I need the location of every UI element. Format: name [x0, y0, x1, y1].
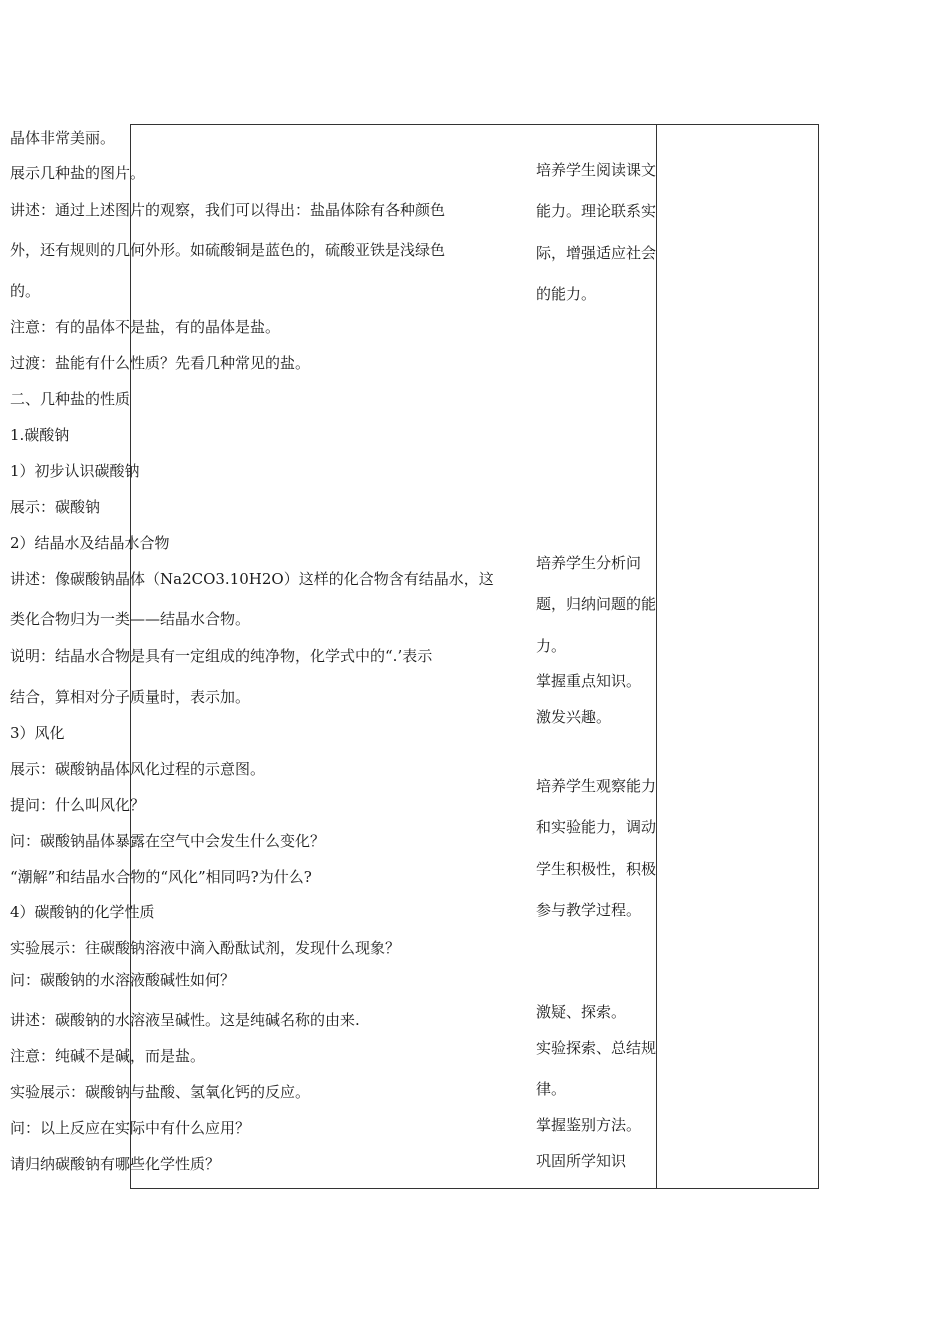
- content-line: 2）结晶水及结晶水合物: [10, 534, 170, 552]
- content-line: 说明：结晶水合物是具有一定组成的纯净物，化学式中的“.’表示: [10, 647, 433, 665]
- intent-line: 际，增强适应社会: [536, 244, 657, 262]
- intent-line: 实验探索、总结规: [536, 1039, 657, 1057]
- intent-line: 培养学生阅读课文: [536, 161, 657, 179]
- content-line: 问：碳酸钠晶体暴露在空气中会发生什么变化？: [10, 832, 326, 850]
- content-line: 实验展示：碳酸钠与盐酸、氢氧化钙的反应。: [10, 1083, 311, 1101]
- content-line: 展示几种盐的图片。: [10, 164, 146, 182]
- content-line: 外，还有规则的几何外形。如硫酸铜是蓝色的，硫酸亚铁是浅绿色: [10, 241, 446, 259]
- intent-line: 培养学生分析问: [536, 554, 642, 572]
- content-line: 1）初步认识碳酸钠: [10, 462, 140, 480]
- content-line: 展示：碳酸钠晶体风化过程的示意图。: [10, 760, 266, 778]
- content-line: 过渡：盐能有什么性质？先看几种常见的盐。: [10, 354, 311, 372]
- content-line: 1.碳酸钠: [10, 426, 70, 444]
- content-line: 类化合物归为一类——结晶水合物。: [10, 610, 251, 628]
- content-line: 实验展示：往碳酸钠溶液中滴入酚酞试剂，发现什么现象？: [10, 939, 401, 957]
- intent-line: 巩固所学知识: [536, 1152, 627, 1170]
- content-line: 二、几种盐的性质: [10, 390, 131, 408]
- column-divider: [656, 125, 657, 1188]
- intent-line: 的能力。: [536, 285, 597, 303]
- content-line: 请归纳碳酸钠有哪些化学性质？: [10, 1155, 221, 1173]
- intent-line: 律。: [536, 1080, 567, 1098]
- content-line: 的。: [10, 282, 41, 300]
- content-line: 讲述：通过上述图片的观察，我们可以得出：盐晶体除有各种颜色: [10, 201, 446, 219]
- intent-line: 题，归纳问题的能: [536, 595, 657, 613]
- content-line: 晶体非常美丽。: [10, 129, 116, 147]
- content-line: 4）碳酸钠的化学性质: [10, 903, 155, 921]
- intent-line: 激疑、探索。: [536, 1003, 627, 1021]
- content-line: 问：碳酸钠的水溶液酸碱性如何？: [10, 971, 236, 989]
- intent-line: 激发兴趣。: [536, 708, 612, 726]
- content-line: 注意：纯碱不是碱，而是盐。: [10, 1047, 206, 1065]
- intent-line: 掌握重点知识。: [536, 672, 642, 690]
- intent-line: 参与教学过程。: [536, 901, 642, 919]
- content-line: 讲述：碳酸钠的水溶液呈碱性。这是纯碱名称的由来.: [10, 1011, 360, 1029]
- intent-line: 能力。理论联系实: [536, 202, 657, 220]
- intent-line: 和实验能力，调动: [536, 818, 657, 836]
- content-line: 问：以上反应在实际中有什么应用？: [10, 1119, 251, 1137]
- content-line: 提问：什么叫风化？: [10, 796, 146, 814]
- content-line: 讲述：像碳酸钠晶体（Na2CO3.10H2O）这样的化合物含有结晶水，这: [10, 570, 494, 588]
- intent-line: 掌握鉴别方法。: [536, 1116, 642, 1134]
- content-line: 3）风化: [10, 724, 65, 742]
- intent-line: 力。: [536, 637, 567, 655]
- content-line: 展示：碳酸钠: [10, 498, 101, 516]
- content-line: 注意：有的晶体不是盐，有的晶体是盐。: [10, 318, 281, 336]
- content-line: “潮解”和结晶水合物的“风化”相同吗?为什么?: [10, 868, 312, 886]
- intent-line: 学生积极性，积极: [536, 860, 657, 878]
- content-line: 结合，算相对分子质量时，表示加。: [10, 688, 251, 706]
- intent-line: 培养学生观察能力: [536, 777, 657, 795]
